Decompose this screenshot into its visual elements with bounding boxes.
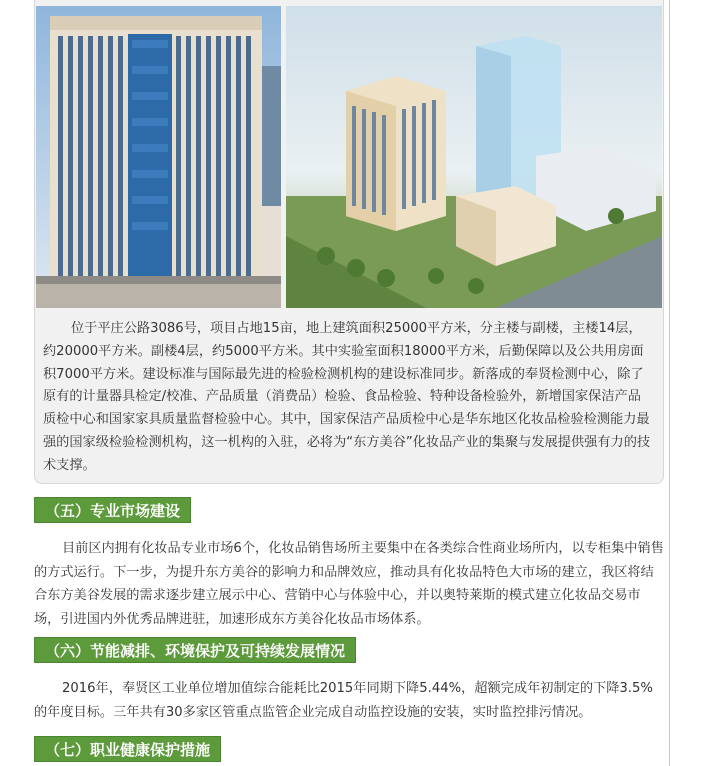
section-header-occupational-health: （七）职业健康保护措施 <box>34 736 221 762</box>
building-photo-left <box>36 6 281 308</box>
section-header-environment: （六）节能减排、环境保护及可持续发展情况 <box>34 637 356 663</box>
campus-rendering-photo <box>286 6 662 308</box>
section-paragraph-market: 目前区内拥有化妆品专业市场6个，化妆品销售场所主要集中在各类综合性商业场所内，以专柜集中销售的方式运行。下一步，为提升东方美谷的影响力和品牌效应，推动具有化妆品特色大市场的建立，我区将结合东方美谷发展的需求逐步建立展示中心、营销中心与体验中心，并以奥特莱斯的模式建立化妆品交易市场，引进国内外优秀品牌进驻，加速形成东方美谷化妆品市场体系。 <box>34 541 664 627</box>
scrollbar-edge[interactable] <box>669 0 720 766</box>
section-header-market: （五）专业市场建设 <box>34 497 191 523</box>
building-description-paragraph: 位于平庄公路3086号，项目占地15亩，地上建筑面积25000平方米，分主楼与副楼，主楼14层，约20000平方米。副楼4层，约5000平方米。其中实验室面积18000平方米，后勤保障以及公共用房面积7000平方米。建设标准与国际最先进的检验检测机构的建设标准同步。新落成的奉贤检测中心，除了原有的计量器具检定/校准、产品质量（消费品）检验、食品检验、特种设备检验外，新增国家保洁产品质检中心和国家家具质量监督检验中心。其中，国家保洁产品质检中心是华东地区化妆品检验检测能力最强的国家级检验检测机构，这一机构的入驻，必将为“东方美谷”化妆品产业的集聚与发展提供强有力的技术支撑。 <box>43 321 651 473</box>
section-paragraph-environment: 2016年，奉贤区工业单位增加值综合能耗比2015年同期下降5.44%，超额完成年初制定的下降3.5%的年度目标。三年共有30多家区管重点监管企业完成自动监控设施的安装，实时监控排污情况。 <box>34 681 653 720</box>
